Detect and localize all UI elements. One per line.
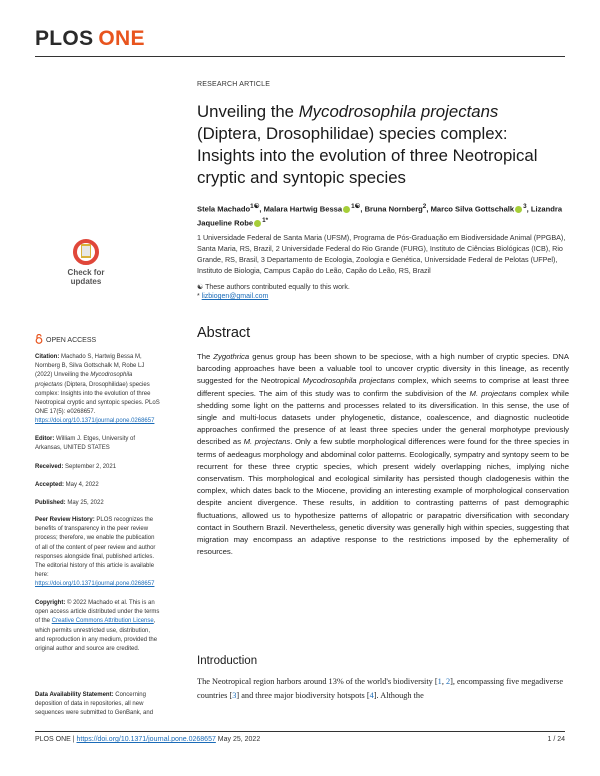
email-prefix: * [197, 293, 202, 300]
abstract-italic: M. projectans [243, 437, 291, 447]
author-list: Stela Machado$^{1☯}$, Malara Hartwig Bessa $^{1☯}$, Bruna Nornberg$^2$, Marco Silva Gottschalk $^3$, Lizandra Jaqueline Robe $^{1*}$ [197, 203, 563, 228]
editor-block [35, 435, 160, 453]
intro-text: ]. Although the [373, 690, 424, 700]
check-for-updates-label[interactable] [55, 268, 117, 286]
data-availability-block [35, 691, 160, 719]
author-name[interactable]: Malara Hartwig Bessa [263, 204, 343, 214]
abstract-italic: Mycodrosophila projectans [302, 376, 395, 386]
data-availability-label: Data Availability Statement: [35, 692, 114, 698]
footer-journal: PLOS ONE [35, 736, 71, 743]
intro-text: The Neotropical region harbors around 13% of the world's biodiversity [ [197, 677, 438, 686]
citation-doi-link[interactable]: https://doi.org/10.1371/journal.pone.0268657 [35, 418, 155, 425]
copyright-text: , which permits unrestricted use, distribution, and reproduction in any medium, provided the original author and source are credited. [35, 618, 158, 653]
reference-link[interactable]: 2 [445, 677, 451, 686]
open-access-label: OPEN ACCESS [46, 337, 97, 344]
footer-separator: | [70, 736, 77, 743]
published-block [35, 499, 160, 508]
open-access-lock-icon [35, 334, 43, 344]
accepted-block [35, 481, 160, 490]
peer-review-block [35, 516, 160, 590]
intro-text: ], encompassing five megadiverse countries [ [197, 677, 564, 700]
page-number: 1 / 24 [547, 736, 565, 743]
data-availability-text: Concerning deposition of data in repositories, all new sequences were submitted to GenBank, and [35, 692, 154, 717]
orcid-icon[interactable] [343, 206, 350, 213]
journal-logo [35, 27, 145, 51]
logo-plos: PLOS [35, 27, 94, 50]
abstract-text: complex, which seems to comprise at least three different species. The aim of this study was to confirm the subdivision of the [197, 376, 569, 398]
badge-line: updates [70, 277, 102, 286]
abstract-text: . Only a few subtle morphological differences were found for the three species in terms of aedeagus morphology and abdominal color patterns. Ecologically, sympatry and syntopy seem to be recurrent for these three cryptic species, which present widely overlapping niches, implying niche conservatism. This morphological and ecological similarity has persisted though cladogenesis within the complex, which dates back to the Miocene, providing an interesting example of morphological conservation despite ancient divergence. These results, in addition to contrasting patterns of past demographic fluctuations, allowed us to hypothesize patterns of allopatric or parapatric diversification with secondary contact in Southern Brazil. Nevertheless, genetic diversity was generally high within species, suggesting that migration may encompass an adaptive response to the restrictions imposed by the ephemerality of resources. [197, 437, 569, 557]
article-type: RESEARCH ARTICLE [197, 81, 271, 88]
author-sup: 1☯ [250, 203, 260, 210]
badge-line: Check for [67, 268, 105, 277]
reference-link[interactable]: 3 [232, 690, 237, 700]
affiliations: 1 Universidade Federal de Santa Maria (UFSM), Programa de Pós-Graduação em Biodiversidade Animal (PPGBA), Santa Maria, RS, Brazil, 2 Universidade Federal do Rio Grande (FURG), Instituto de Ciências Biológicas (ICB), Rio Grande, RS, Brasil, 3 Departamento de Ecologia, Zoologia e Genética, Universidade Federal de Pelotas (UFPel), Instituto de Biologia, Campus Capão do Leão, Capão do Leão, RS, Brazil [197, 233, 566, 275]
email-link[interactable]: lizbiogen@gmail.com [201, 293, 269, 300]
abstract-text: complex while shedding some light on the patterns and processes related to its diversification. In this sense, the use of single and multi-locus datasets under phylogenetic, distance, coalescence, and diagnostic nucleotide approaches confirmed the presence of at least three species under the general morphotype previously described as [197, 388, 569, 447]
copyright-label: Copyright: [35, 600, 66, 606]
logo-one: ONE [98, 27, 145, 50]
author-sup: 1* [262, 217, 269, 225]
author-sup: 3 [523, 203, 527, 210]
citation-text: Machado S, Hartwig Bessa M, Nornberg B, Silva Gottschalk M, Robe LJ (2022) Unveiling the [35, 354, 145, 379]
copyright-text: © 2022 Machado et al. This is an open access article distributed under the terms of the [35, 600, 160, 625]
accepted-label: Accepted: [35, 482, 65, 488]
published-text: May 25, 2022 [65, 500, 104, 506]
citation-block [35, 353, 160, 427]
introduction-body [197, 675, 569, 702]
author-sup: 1☯ [351, 203, 361, 210]
accepted-text: May 4, 2022 [64, 482, 99, 488]
author-name[interactable]: Lizandra Jaqueline Robe [197, 204, 563, 228]
orcid-icon[interactable] [254, 220, 261, 227]
abstract-body [197, 351, 569, 558]
author-name[interactable]: Bruna Nornberg [364, 204, 423, 214]
header-rule [35, 56, 565, 57]
license-link[interactable]: Creative Commons Attribution License [51, 618, 154, 625]
intro-text: , [441, 677, 446, 686]
corresponding-email [197, 293, 268, 300]
contribution-note: ☯ These authors contributed equally to this work. [197, 284, 350, 291]
peer-review-label: Peer Review History: [35, 517, 95, 523]
reference-link[interactable]: 4 [369, 690, 374, 700]
editor-text: William J. Etges, University of Arkansas, UNITED STATES [35, 436, 136, 452]
received-block [35, 463, 160, 472]
received-text: September 2, 2021 [63, 464, 117, 470]
page-footer [35, 736, 565, 743]
author-name[interactable]: Marco Silva Gottschalk [430, 204, 515, 214]
footer-rule [35, 731, 565, 732]
citation-label: Citation: [35, 354, 60, 360]
abstract-italic: M. projectans [469, 388, 517, 398]
abstract-heading: Abstract [197, 325, 251, 341]
title-part: Unveiling the [197, 102, 299, 121]
peer-review-text: PLOS recognizes the benefits of transparency in the peer review process; therefore, we enable the publication of all of the content of peer review and author responses alongside final, published articles. The editorial history of this article is available here: [35, 517, 156, 579]
author-sup: 2 [422, 203, 427, 210]
citation-text: (Diptera, Drosophilidae) species complex: Insights into the evolution of three Neotropical cryptic and syntopic species. PLoS ONE 17(5): e0268657. [35, 381, 160, 416]
abstract-text: The [197, 352, 214, 361]
received-label: Received: [35, 464, 64, 470]
published-label: Published: [35, 500, 66, 506]
title-italic: Mycodrosophila projectans [298, 102, 499, 121]
introduction-heading: Introduction [197, 655, 258, 667]
intro-text: ] and three major biodiversity hotspots [ [236, 690, 370, 700]
footer-date: May 25, 2022 [215, 736, 261, 743]
orcid-icon[interactable] [515, 206, 522, 213]
copyright-block [35, 599, 160, 654]
title-part: (Diptera, Drosophilidae) species complex: Insights into the evolution of three Neotropical cryptic and syntopic species [197, 124, 538, 187]
abstract-text: genus group has been shown to be speciose, with a high number of cryptic species. DNA barcoding approaches have been a valuable tool to uncover cryptic diversity in this lineage, as recently suggested for the Neotropical [197, 352, 569, 386]
footer-doi-link[interactable]: https://doi.org/10.1371/journal.pone.0268657 [76, 736, 216, 743]
editor-label: Editor: [35, 436, 55, 442]
reference-link[interactable]: 1 [437, 677, 442, 686]
peer-review-link[interactable]: https://doi.org/10.1371/journal.pone.0268657 [35, 581, 155, 588]
author-name[interactable]: Stela Machado [197, 204, 251, 214]
article-title [197, 101, 567, 189]
abstract-italic: Zygothrica [213, 352, 250, 361]
citation-italic: Mycodrosophila projectans [35, 372, 133, 388]
